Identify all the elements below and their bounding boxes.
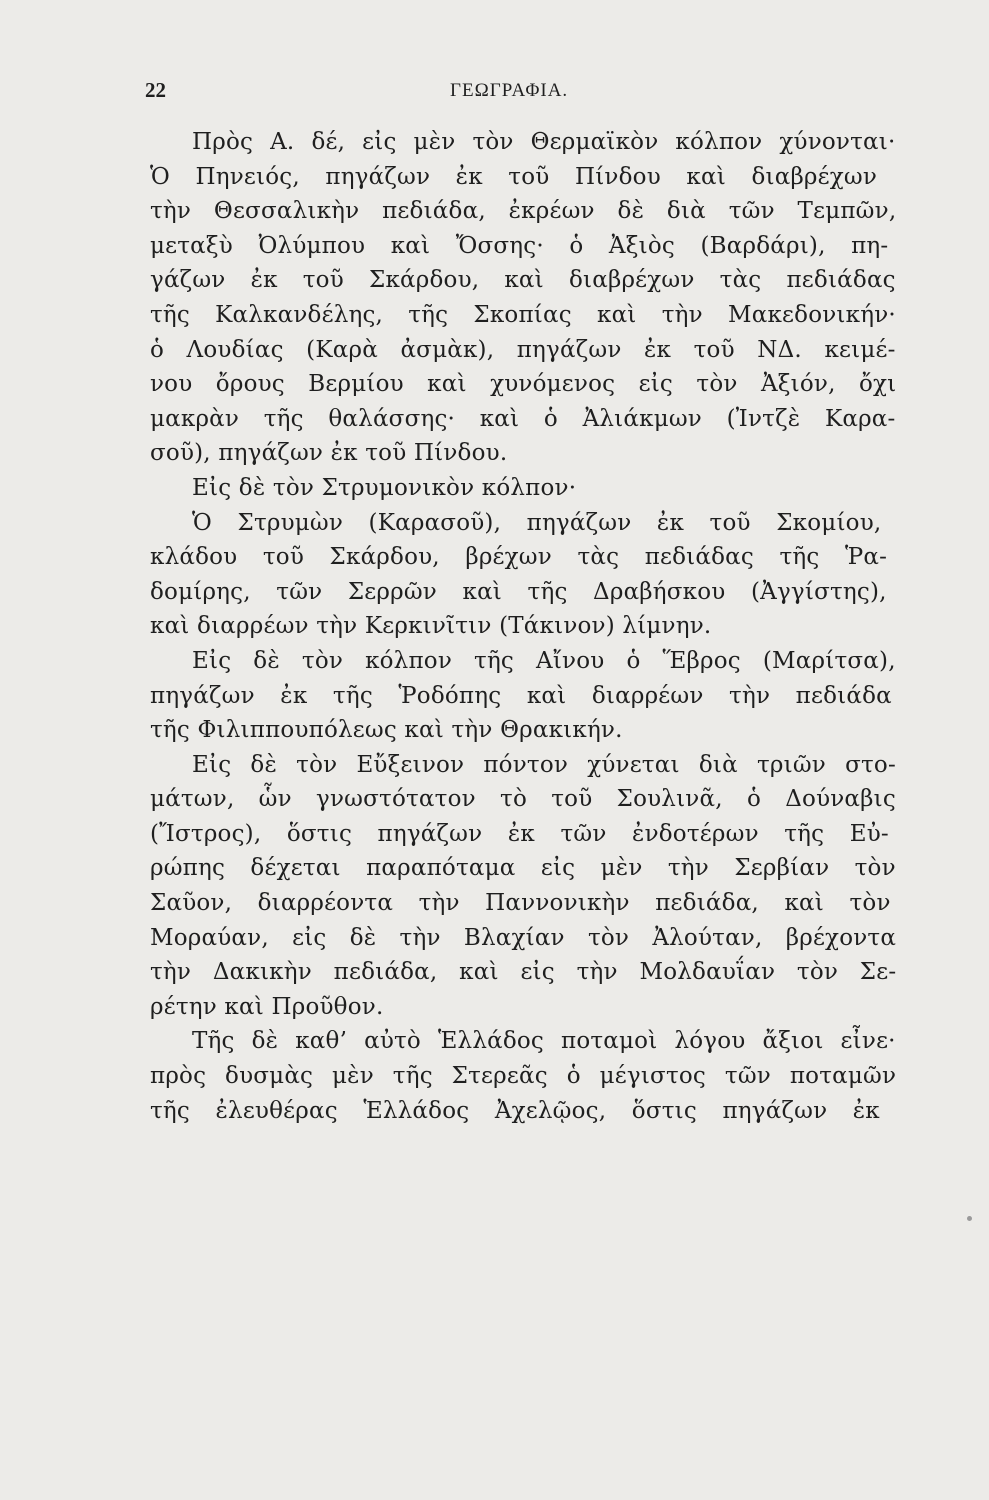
text-line: Εἰς δὲ τὸν Στρυμονικὸν κόλπον· <box>192 474 577 501</box>
text-line: ὁ Λουδίας (Καρὰ ἀσμὰκ), πηγάζων ἐκ τοῦ ΝΔ. κειμέ- <box>150 336 896 363</box>
text-line: γάζων ἐκ τοῦ Σκάρδου, καὶ διαβρέχων τὰς πεδιάδας <box>150 267 896 294</box>
text-line: μακρὰν τῆς θαλάσσης· καὶ ὁ Ἀλιάκμων (Ἰντζὲ Καρα- <box>150 405 896 432</box>
page-number: 22 <box>145 78 166 102</box>
text-line: κλάδου τοῦ Σκάρδου, βρέχων τὰς πεδιάδας τῆς Ῥα- <box>150 544 888 571</box>
ink-speck <box>967 1216 972 1221</box>
text-line: τῆς ἐλευθέρας Ἑλλάδος Ἀχελῷος, ὅστις πηγάζων ἐκ <box>150 1097 880 1124</box>
text-line: Σαῦον, διαρρέοντα τὴν Παννονικὴν πεδιάδα, καὶ τὸν <box>150 890 891 917</box>
page-header <box>145 78 885 108</box>
text-line: Εἰς δὲ τὸν Εὔξεινον πόντον χύνεται διὰ τριῶν στο- <box>192 751 896 778</box>
text-line: Ὁ Πηνειός, πηγάζων ἐκ τοῦ Πίνδου καὶ διαβρέχων <box>150 163 878 190</box>
text-line: Μοραύαν, εἰς δὲ τὴν Βλαχίαν τὸν Ἀλούταν, βρέχοντα <box>150 924 897 951</box>
text-line: καὶ διαρρέων τὴν Κερκινῖτιν (Τάκινον) λίμνην. <box>150 613 712 640</box>
text-line: τὴν Θεσσαλικὴν πεδιάδα, ἐκρέων δὲ διὰ τῶν Τεμπῶν, <box>150 198 897 225</box>
text-line: σοῦ), πηγάζων ἐκ τοῦ Πίνδου. <box>150 440 508 467</box>
body-text <box>150 125 896 1128</box>
text-line: Εἰς δὲ τὸν κόλπον τῆς Αἴνου ὁ Ἕβρος (Μαρίτσα), <box>192 647 896 674</box>
text-line: τῆς Φιλιππουπόλεως καὶ τὴν Θρακικήν. <box>150 717 623 744</box>
text-line: μεταξὺ Ὀλύμπου καὶ Ὄσσης· ὁ Ἀξιὸς (Βαρδάρι), πη- <box>150 232 889 259</box>
text-line: ρέτην καὶ Προῦθον. <box>150 993 384 1020</box>
running-title: ΓΕΩΓΡΑΦΙΑ. <box>450 80 569 101</box>
text-line: Πρὸς Α. δέ, εἰς μὲν τὸν Θερμαϊκὸν κόλπον χύνονται· <box>192 129 896 155</box>
text-line: ρώπης δέχεται παραπόταμα εἰς μὲν τὴν Σερβίαν τὸν <box>150 855 896 882</box>
text-line: τῆς Καλκανδέλης, τῆς Σκοπίας καὶ τὴν Μακεδονικήν· <box>150 301 896 328</box>
text-line: Ὁ Στρυμὼν (Καρασοῦ), πηγάζων ἐκ τοῦ Σκομίου, <box>192 509 882 536</box>
text-line: νου ὄρους Βερμίου καὶ χυνόμενος εἰς τὸν Ἀξιόν, ὄχι <box>150 371 897 398</box>
text-line: (Ἴστρος), ὅστις πηγάζων ἐκ τῶν ἐνδοτέρων τῆς Εὐ- <box>150 820 889 847</box>
text-line: μάτων, ὧν γνωστότατον τὸ τοῦ Σουλινᾶ, ὁ Δούναβις <box>150 786 896 813</box>
text-line: πρὸς δυσμὰς μὲν τῆς Στερεᾶς ὁ μέγιστος τῶν ποταμῶν <box>150 1063 897 1090</box>
text-line: τὴν Δακικὴν πεδιάδα, καὶ εἰς τὴν Μολδαυΐαν τὸν Σε- <box>150 959 897 986</box>
text-line: πηγάζων ἐκ τῆς Ῥοδόπης καὶ διαρρέων τὴν πεδιάδα <box>150 682 892 709</box>
text-line: Τῆς δὲ καθ’ αὐτὸ Ἑλλάδος ποταμοὶ λόγου ἄξιοι εἶνε· <box>192 1028 896 1055</box>
text-line: δομίρης, τῶν Σερρῶν καὶ τῆς Δραβήσκου (Ἀγγίστης), <box>150 578 887 605</box>
